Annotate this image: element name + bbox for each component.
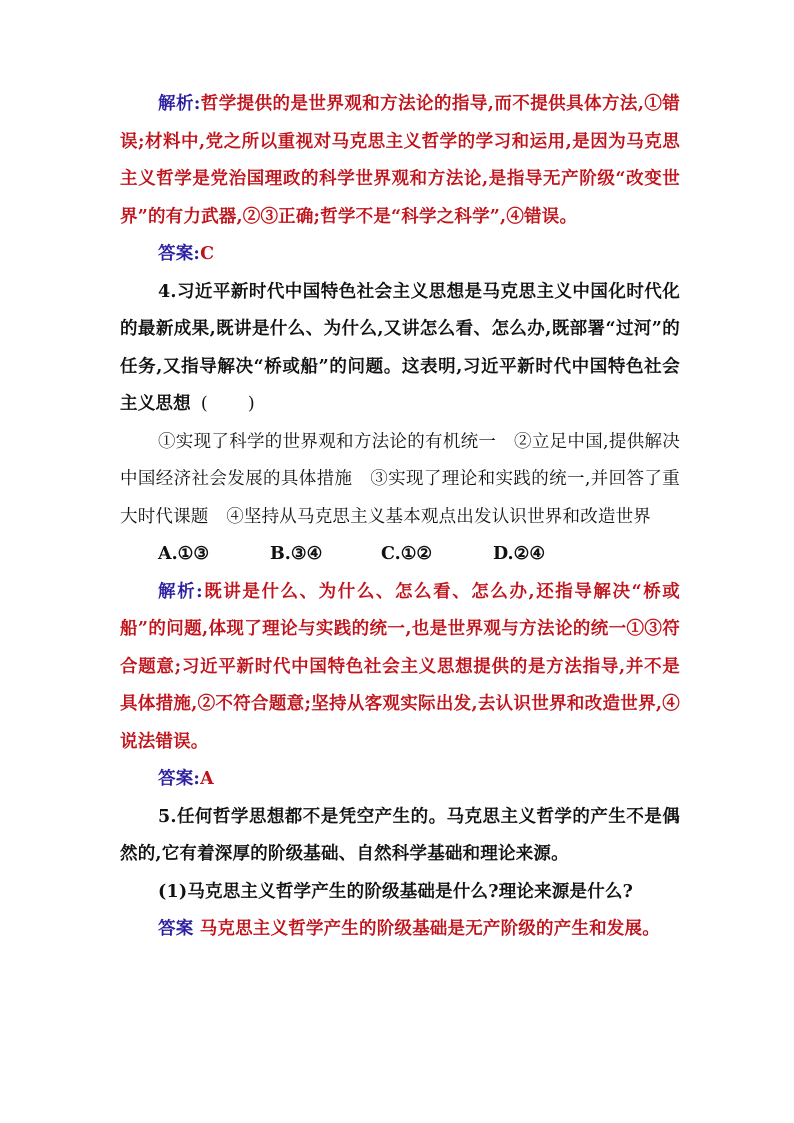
question-4-options [120, 536, 680, 574]
answer-value: C [200, 244, 215, 264]
document-page [120, 86, 680, 949]
analysis-label: 解析: [158, 94, 201, 114]
answer-blank-open: ( [200, 394, 208, 414]
answer-text: 马克思主义哲学产生的阶级基础是无产阶级的产生和发展。 [193, 919, 660, 939]
analysis-text: 哲学提供的是世界观和方法论的指导,而不提供具体方法,①错误;材料中,党之所以重视对马克思主义哲学的学习和运用,是因为马克思主义哲学是党治国理政的科学世界观和方法论,是指导无产阶级“改变世界”的有力武器,②③正确;哲学不是“科学之科学”,④错误。 [120, 94, 680, 227]
analysis-paragraph-1 [120, 86, 680, 236]
option-c: C.①② [381, 544, 433, 564]
question-5-sub-1: (1)马克思主义哲学产生的阶级基础是什么?理论来源是什么? [158, 881, 634, 902]
answer-label: 答案: [158, 244, 201, 264]
option-d: D.②④ [493, 544, 546, 564]
analysis-text: 既讲是什么、为什么、怎么看、怎么办,还指导解决“桥或船”的问题,体现了理论与实践的统一,也是世界观与方法论的统一①③符合题意;习近平新时代中国特色社会主义思想提供的是方法指导,并不是具体措施,②不符合题意;坚持从客观实际出发,去认识世界和改造世界,④说法错误。 [120, 581, 681, 752]
answer-line-1 [120, 236, 680, 274]
option-b: B.③④ [270, 544, 323, 564]
question-4-text: 4.习近平新时代中国特色社会主义思想是马克思主义中国化时代化的最新成果,既讲是什么、为什么,又讲怎么看、怎么办,既部署“过河”的任务,又指导解决“桥或船”的问题。这表明,习近平新时代中国特色社会主义思想 [120, 281, 680, 414]
option-a: A.①③ [158, 544, 210, 564]
analysis-label: 解析: [158, 581, 203, 602]
answer-label: 答案 [158, 919, 194, 939]
question-4-statements: ①实现了科学的世界观和方法论的有机统一 ②立足中国,提供解决中国经济社会发展的具体措施 ③实现了理论和实践的统一,并回答了重大时代课题 ④坚持从马克思主义基本观点出发认识世界和改造世界 [120, 431, 680, 527]
answer-value: A [200, 769, 214, 789]
question-4-stem [120, 274, 680, 424]
answer-line-3 [120, 911, 680, 949]
answer-line-2 [120, 761, 680, 799]
answer-blank-close: ) [247, 394, 255, 414]
question-5-stem: 5.任何哲学思想都不是凭空产生的。马克思主义哲学的产生不是偶然的,它有着深厚的阶级基础、自然科学基础和理论来源。 [120, 806, 680, 864]
analysis-paragraph-2 [120, 574, 680, 762]
answer-label: 答案: [158, 769, 201, 789]
